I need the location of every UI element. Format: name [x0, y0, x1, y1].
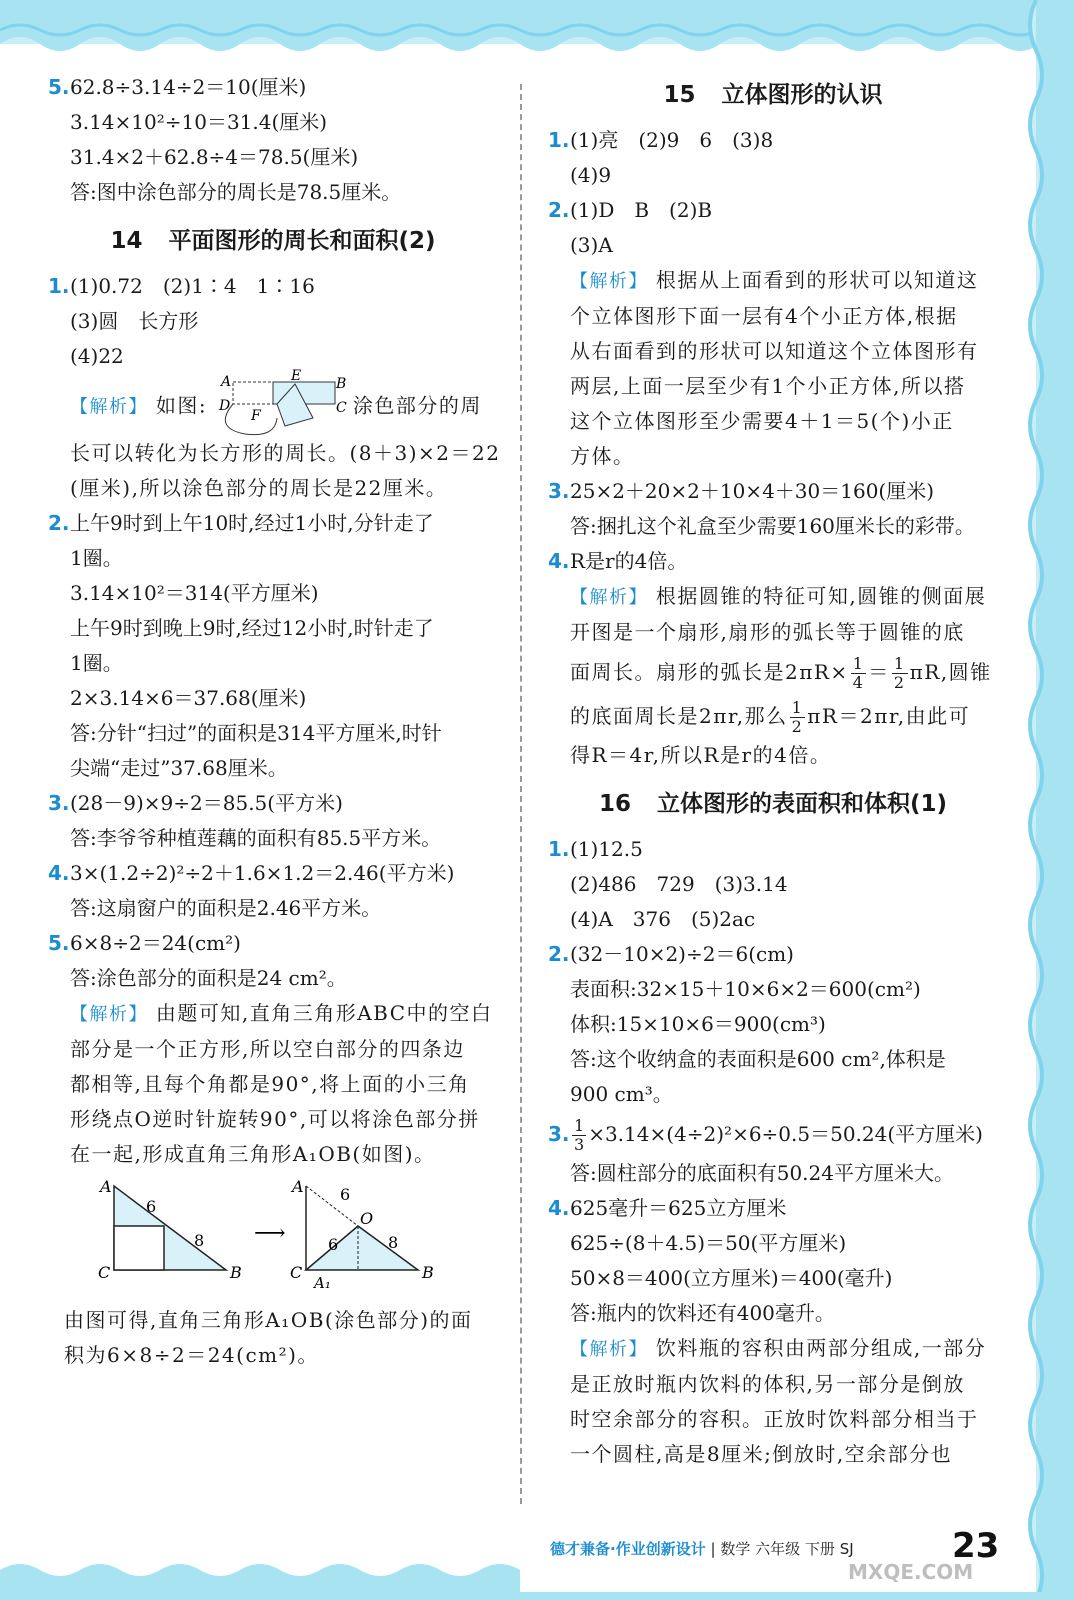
section-title: 立体图形的表面积和体积(1)	[656, 791, 948, 817]
s15-q2	[548, 193, 998, 474]
label-d: D	[218, 398, 232, 414]
s14-q5	[48, 926, 498, 1373]
analysis-line: 开图是一个扇形,扇形的弧长等于圆锥的底	[570, 620, 965, 644]
analysis-line: 得R＝4r,所以R是r的4倍。	[570, 743, 832, 767]
question-number: 4.	[548, 549, 570, 573]
analysis-line: 在一起,形成直角三角形A₁OB(如图)。	[70, 1142, 436, 1166]
side-six: 6	[340, 1185, 351, 1204]
side-six: 6	[328, 1235, 339, 1254]
question-number: 1.	[48, 274, 70, 298]
answer-line: 表面积:32×15＋10×6×2＝600(cm²)	[570, 977, 921, 1001]
label-e: E	[290, 368, 303, 384]
label-a: A	[220, 374, 233, 390]
prev-q5	[48, 70, 498, 210]
analysis-line: 积为6×8÷2＝24(cm²)。	[64, 1343, 319, 1367]
section-16-heading	[548, 787, 998, 822]
section-15-heading	[548, 78, 998, 113]
answer-line: 答:分针“扫过”的面积是314平方厘米,时针	[70, 721, 442, 745]
analysis-line: 形绕点O逆时针旋转90°,可以将涂色部分拼	[70, 1107, 480, 1131]
analysis-line: 饮料瓶的容积由两部分组成,一部分	[655, 1336, 987, 1360]
s16-q2	[548, 937, 998, 1112]
section-14-heading	[48, 224, 498, 259]
denominator: 2	[791, 717, 804, 736]
answer-line: 6×8÷2＝24(cm²)	[70, 931, 241, 955]
s14-q4	[48, 856, 498, 926]
analysis-line: 一个圆柱,高是8厘米;倒放时,空余部分也	[570, 1442, 953, 1466]
answer-line: (3)圆 长方形	[70, 309, 199, 333]
analysis-tag: 【解析】	[70, 1004, 148, 1025]
label-o: O	[360, 1209, 374, 1228]
question-number: 5.	[48, 931, 70, 955]
answer-line: (2)486 729 (3)3.14	[570, 872, 788, 896]
analysis-text: 面周长。扇形的弧长是2πR×	[570, 660, 849, 684]
footer-subject: 数学	[720, 1540, 751, 1558]
answer-line: 2×3.14×6＝37.68(厘米)	[70, 686, 307, 710]
question-number: 2.	[548, 198, 570, 222]
answer-line: 尖端“走过”37.68厘米。	[70, 756, 288, 780]
side-eight: 8	[194, 1231, 205, 1250]
analysis-text: πR,圆锥	[909, 660, 992, 684]
numerator: 1	[893, 654, 906, 673]
numerator: 1	[574, 1116, 585, 1135]
footer-volume: 下册	[804, 1540, 835, 1558]
numerator: 1	[852, 654, 865, 673]
question-number: 3.	[548, 479, 570, 503]
question-number: 2.	[48, 511, 70, 535]
right-column	[548, 70, 998, 1472]
answer-line: 3.14×10²÷10＝31.4(厘米)	[70, 110, 328, 134]
s15-q3	[548, 474, 998, 544]
analysis-tag: 【解析】	[570, 271, 648, 292]
label-f: F	[250, 408, 263, 424]
analysis-text: πR＝2πr,由此可	[807, 704, 971, 728]
answer-line: (4)9	[570, 163, 612, 187]
answer-line: 31.4×2＋62.8÷4＝78.5(厘米)	[70, 145, 359, 169]
analysis-tag: 【解析】	[570, 1339, 648, 1360]
s16-q1	[548, 832, 998, 937]
answer-line: 1圈。	[70, 651, 123, 675]
section-title: 平面图形的周长和面积(2)	[168, 228, 436, 254]
question-number: 1.	[548, 128, 570, 152]
section-number: 16	[598, 791, 631, 817]
label-a1: A₁	[314, 1274, 331, 1292]
label-c: C	[335, 400, 349, 416]
page-number: 23	[952, 1526, 1000, 1566]
answer-line: 上午9时到上午10时,经过1小时,分针走了	[70, 511, 434, 535]
numerator: 1	[791, 698, 804, 717]
answer-line: (4)A 376 (5)2ac	[570, 907, 756, 931]
answer-line: 1圈。	[70, 546, 123, 570]
series-brand: 德才兼备·作业创新设计	[550, 1540, 706, 1558]
answer-line: 900 cm³。	[570, 1082, 673, 1106]
denominator: 2	[893, 673, 906, 692]
analysis-line: 由题可知,直角三角形ABC中的空白	[155, 1001, 493, 1025]
section-number: 15	[663, 82, 696, 108]
analysis-line: 时空余部分的容积。正放时饮料部分相当于	[570, 1407, 979, 1431]
s14-q3	[48, 786, 498, 856]
answer-line: 体积:15×10×6＝900(cm³)	[570, 1012, 826, 1036]
analysis-tag: 【解析】	[570, 587, 648, 608]
question-number: 3.	[548, 1122, 570, 1146]
question-number: 3.	[48, 791, 70, 815]
analysis-line: 从右面看到的形状可以知道这个立体图形有	[570, 339, 979, 363]
answer-line: (1)亮 (2)9 6 (3)8	[570, 128, 774, 152]
answer-line: (32－10×2)÷2＝6(cm)	[570, 942, 794, 966]
s14-q2	[48, 506, 498, 786]
analysis-tag: 【解析】	[70, 396, 148, 418]
label-a: A	[100, 1177, 112, 1196]
section-title: 立体图形的认识	[721, 82, 883, 108]
answer-line: (1)D B (2)B	[570, 198, 713, 222]
answer-line: R是r的4倍。	[570, 549, 688, 573]
analysis-line: 部分是一个正方形,所以空白部分的四条边	[70, 1037, 465, 1061]
answer-line: ×3.14×(4÷2)²×6÷0.5＝50.24(平方厘米)	[588, 1122, 983, 1146]
analysis-lead: 如图:	[155, 393, 208, 418]
question-number: 4.	[548, 1196, 570, 1220]
analysis-line: 由图可得,直角三角形A₁OB(涂色部分)的面	[64, 1308, 473, 1332]
answer-line: 答:这扇窗户的面积是2.46平方米。	[70, 896, 382, 920]
analysis-text: ＝	[868, 660, 890, 684]
answer-line: 答:图中涂色部分的周长是78.5厘米。	[70, 180, 402, 204]
answer-line: 答:瓶内的饮料还有400毫升。	[570, 1301, 835, 1325]
answer-line: (1)0.72 (2)1∶4 1∶16	[70, 274, 315, 298]
answer-line: 625÷(8＋4.5)＝50(平方厘米)	[570, 1231, 847, 1255]
analysis-line: 是正放时瓶内饮料的体积,另一部分是倒放	[570, 1372, 965, 1396]
s16-q3	[548, 1112, 998, 1191]
question-number: 1.	[548, 837, 570, 861]
label-c: C	[290, 1263, 303, 1282]
answer-line: 答:李爷爷种植莲藕的面积有85.5平方米。	[70, 826, 442, 850]
answer-line: 62.8÷3.14÷2＝10(厘米)	[70, 75, 307, 99]
fraction-one-third	[572, 1117, 586, 1154]
answer-line: (28－9)×9÷2＝85.5(平方米)	[70, 791, 343, 815]
column-divider	[520, 84, 522, 1504]
answer-line: 上午9时到晚上9时,经过12小时,时针走了	[70, 616, 434, 640]
section-number: 14	[110, 228, 143, 254]
analysis-line: 两层,上面一层至少有1个小正方体,所以搭	[570, 374, 966, 398]
answer-line: (4)22	[70, 344, 124, 368]
analysis-line: 个立体图形下面一层有4个小正方体,根据	[570, 304, 958, 328]
analysis-line: 这个立体图形至少需要4＋1＝5(个)小正	[570, 409, 954, 433]
answer-line: (3)A	[570, 233, 613, 257]
label-b: B	[422, 1263, 434, 1282]
label-b: B	[335, 376, 348, 392]
analysis-line: 方体。	[570, 444, 635, 468]
analysis-text: 的底面周长是2πr,那么	[570, 704, 788, 728]
side-eight: 8	[388, 1233, 399, 1252]
analysis-line: 根据从上面看到的形状可以知道这	[655, 268, 979, 292]
question-number: 2.	[548, 942, 570, 966]
fraction-one-half	[892, 655, 908, 692]
answer-line: 50×8＝400(立方厘米)＝400(毫升)	[570, 1266, 893, 1290]
answer-line: 答:涂色部分的面积是24 cm²。	[70, 966, 347, 990]
s14-q1	[48, 269, 501, 506]
denominator: 4	[852, 673, 865, 692]
top-wave-border	[0, 0, 1074, 60]
label-b: B	[230, 1263, 242, 1282]
analysis-line: 长可以转化为长方形的周长。(8＋3)×2＝22	[70, 441, 501, 465]
triangle-rotation-figure	[76, 1177, 516, 1292]
side-six: 6	[146, 1197, 157, 1216]
s15-q4	[548, 544, 998, 773]
analysis-line: (厘米),所以涂色部分的周长是22厘米。	[70, 476, 448, 500]
watermark: MXQE.COM	[848, 1560, 974, 1584]
answer-line: 3×(1.2÷2)²÷2＋1.6×1.2＝2.46(平方米)	[70, 861, 455, 885]
analysis-line: 根据圆锥的特征可知,圆锥的侧面展	[655, 584, 987, 608]
fraction-one-half	[790, 699, 806, 736]
page-footer	[550, 1538, 854, 1559]
answer-line: 答:捆扎这个礼盒至少需要160厘米长的彩带。	[570, 514, 975, 538]
label-a: A	[292, 1177, 304, 1196]
s16-q4	[548, 1191, 998, 1472]
left-column	[48, 70, 501, 1373]
answer-line: 答:这个收纳盒的表面积是600 cm²,体积是	[570, 1047, 946, 1071]
label-c: C	[98, 1263, 111, 1282]
footer-separator: |	[710, 1540, 716, 1558]
analysis-tail: 涂色部分的周	[352, 393, 482, 418]
answer-line: 答:圆柱部分的底面积有50.24平方厘米大。	[570, 1161, 954, 1185]
question-number: 5.	[48, 75, 70, 99]
footer-grade: 六年级	[755, 1540, 801, 1558]
right-wave-border	[1014, 0, 1074, 1600]
analysis-line: 都相等,且每个角都是90°,将上面的小三角	[70, 1072, 470, 1096]
answer-line: (1)12.5	[570, 837, 643, 861]
answer-line: 25×2＋20×2＋10×4＋30＝160(厘米)	[570, 479, 935, 503]
s15-q1	[548, 123, 998, 193]
answer-line: 3.14×10²＝314(平方厘米)	[70, 581, 319, 605]
question-number: 4.	[48, 861, 70, 885]
denominator: 3	[574, 1135, 585, 1154]
answer-line: 625毫升＝625立方厘米	[570, 1196, 787, 1220]
fraction-one-quarter	[851, 655, 867, 692]
arrow-icon: ⟶	[254, 1221, 286, 1246]
footer-edition: SJ	[839, 1540, 854, 1558]
